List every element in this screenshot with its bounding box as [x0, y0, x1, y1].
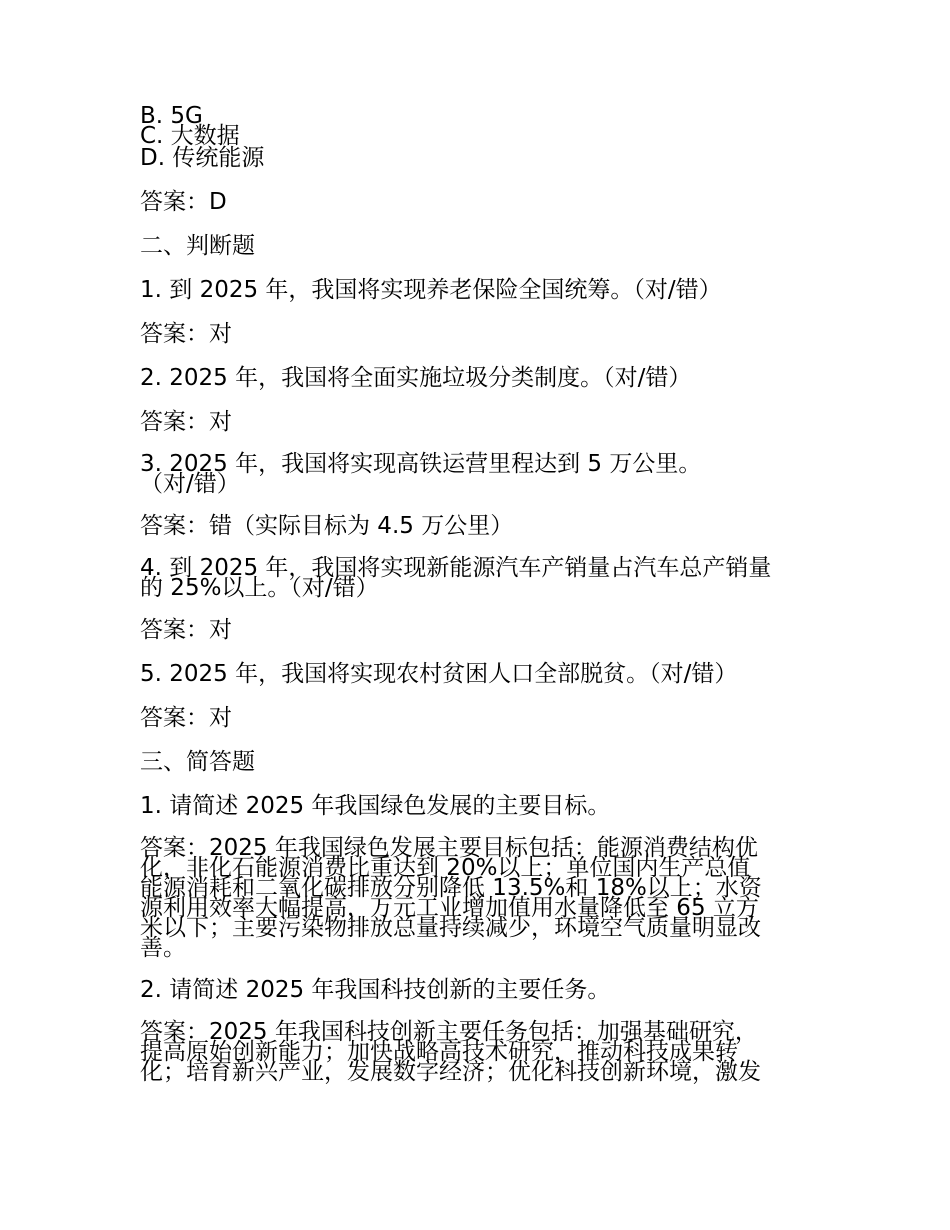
judgment-heading: 二、判断题 [140, 233, 255, 259]
short-answer-2-line: 答案：2025 年我国科技创新主要任务包括：加强基础研究， [140, 1019, 758, 1045]
judgment-question-4 [140, 555, 820, 601]
short-answer-2-line: 化；培育新兴产业，发展数字经济；优化科技创新环境，激发 [140, 1059, 761, 1085]
option-c: C. 大数据 [140, 123, 240, 149]
choice-answer: 答案：D [140, 189, 227, 215]
choice-options [140, 103, 820, 171]
judgment-answer-1: 答案：对 [140, 321, 232, 347]
judgment-question-3-line-2: （对/错） [140, 471, 240, 497]
short-question-2: 2. 请简述 2025 年我国科技创新的主要任务。 [140, 977, 611, 1003]
short-answer-1-line: 米以下；主要污染物排放总量持续减少，环境空气质量明显改 [140, 915, 761, 941]
short-answer-1-line: 善。 [140, 935, 186, 961]
document-page [140, 103, 820, 1102]
judgment-question-3-line-1: 3. 2025 年，我国将实现高铁运营里程达到 5 万公里。 [140, 451, 702, 477]
judgment-question-4-line-2: 的 25%以上。（对/错） [140, 575, 379, 601]
judgment-question-1: 1. 到 2025 年，我国将实现养老保险全国统筹。（对/错） [140, 277, 722, 303]
judgment-answer-5: 答案：对 [140, 705, 232, 731]
judgment-question-2: 2. 2025 年，我国将全面实施垃圾分类制度。（对/错） [140, 365, 692, 391]
short-answer-2-line: 提高原始创新能力；加快战略高技术研究，推动科技成果转 [140, 1039, 738, 1065]
judgment-question-3 [140, 451, 820, 497]
judgment-answer-4: 答案：对 [140, 617, 232, 643]
short-answer-1 [140, 835, 820, 961]
short-answer-1-line: 源利用效率大幅提高，万元工业增加值用水量降低至 65 立方 [140, 895, 759, 921]
judgment-answer-3: 答案：错（实际目标为 4.5 万公里） [140, 513, 514, 539]
short-answer-1-line: 答案：2025 年我国绿色发展主要目标包括：能源消费结构优 [140, 835, 758, 861]
judgment-question-5: 5. 2025 年，我国将实现农村贫困人口全部脱贫。（对/错） [140, 661, 738, 687]
judgment-question-4-line-1: 4. 到 2025 年，我国将实现新能源汽车产销量占汽车总产销量 [140, 555, 772, 581]
short-question-1: 1. 请简述 2025 年我国绿色发展的主要目标。 [140, 793, 611, 819]
option-d: D. 传统能源 [140, 145, 265, 171]
short-answer-1-line: 化，非化石能源消费比重达到 20%以上；单位国内生产总值 [140, 855, 751, 881]
short-answer-heading: 三、简答题 [140, 749, 255, 775]
option-b: B. 5G [140, 103, 203, 129]
judgment-answer-2: 答案：对 [140, 409, 232, 435]
short-answer-2 [140, 1019, 820, 1085]
short-answer-1-line: 能源消耗和二氧化碳排放分别降低 13.5%和 18%以上；水资 [140, 875, 762, 901]
